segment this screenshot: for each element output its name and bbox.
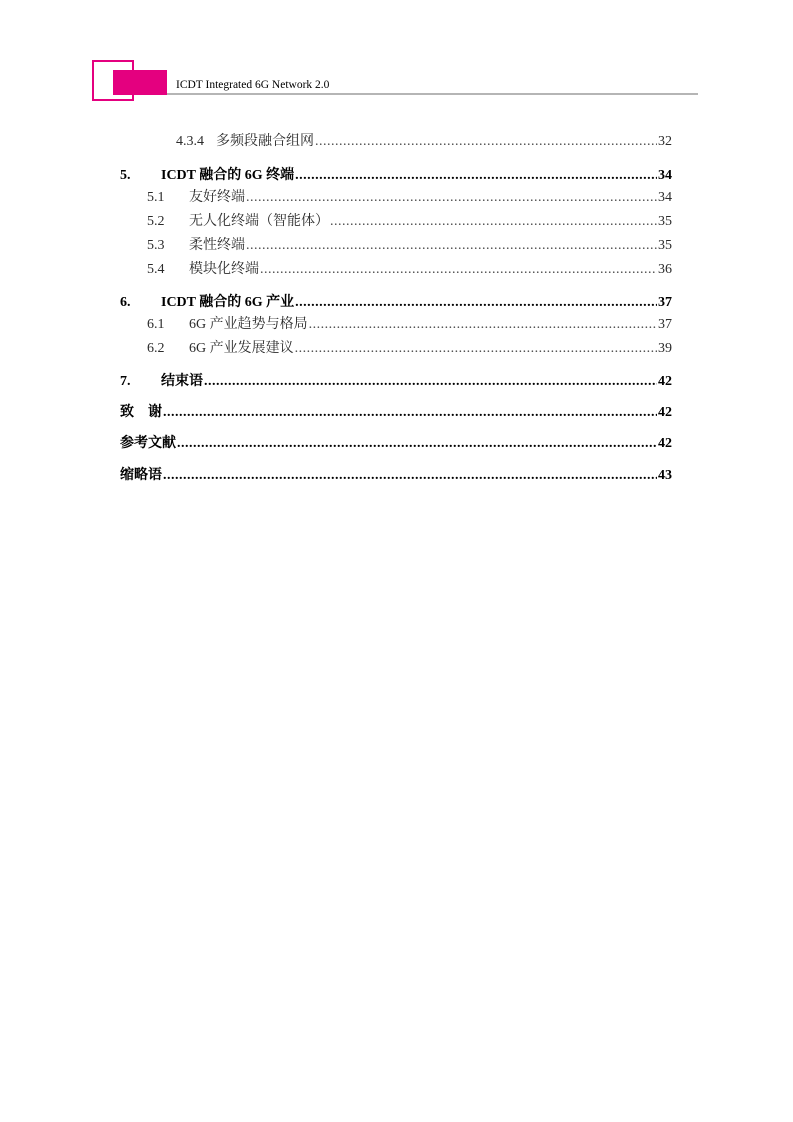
toc-entry-title: ICDT 融合的 6G 终端 (161, 168, 295, 183)
toc-entry-number: 6.1 (147, 317, 165, 332)
toc-entry-page: 36 (658, 262, 672, 277)
toc-leader-dots (177, 435, 657, 453)
toc-leader-dots (163, 404, 657, 422)
toc-entry-4-3-4[interactable] (176, 133, 672, 151)
toc-entry-5-3[interactable] (147, 237, 672, 255)
toc-entry-title: 柔性终端 (189, 238, 245, 253)
toc-leader-dots (163, 467, 657, 485)
toc-leader-dots (246, 189, 657, 207)
toc-entry-page: 32 (658, 134, 672, 149)
toc-entry-5-1[interactable] (147, 189, 672, 207)
header-title: ICDT Integrated 6G Network 2.0 (176, 79, 330, 91)
toc-entry-references[interactable] (120, 435, 672, 453)
toc-leader-dots (315, 133, 657, 151)
toc-leader-dots (246, 237, 657, 255)
toc-entry-6[interactable] (120, 294, 672, 312)
toc-entry-page: 35 (658, 238, 672, 253)
toc-entry-5-2[interactable] (147, 213, 672, 231)
toc-entry-7[interactable] (120, 373, 672, 391)
toc-entry-number: 7. (120, 374, 131, 389)
toc-entry-number: 5.4 (147, 262, 165, 277)
toc-entry-page: 34 (658, 168, 672, 183)
toc-leader-dots (295, 294, 657, 312)
toc-entry-page: 37 (658, 295, 672, 310)
toc-entry-number: 6.2 (147, 341, 165, 356)
toc-entry-acknowledgements[interactable] (120, 404, 672, 422)
toc-entry-title: 无人化终端（智能体） (189, 214, 329, 229)
toc-entry-page: 39 (658, 341, 672, 356)
toc-entry-page: 42 (658, 436, 672, 451)
toc-entry-number: 5.3 (147, 238, 165, 253)
toc-entry-6-2[interactable] (147, 340, 672, 358)
toc-entry-abbreviations[interactable] (120, 467, 672, 485)
toc-leader-dots (295, 167, 657, 185)
toc-entry-number: 6. (120, 295, 131, 310)
toc-leader-dots (309, 316, 657, 334)
toc-entry-title: 6G 产业发展建议 (189, 341, 294, 356)
toc-leader-dots (204, 373, 657, 391)
toc-entry-title: 6G 产业趋势与格局 (189, 317, 308, 332)
toc-entry-title: 致 谢 (120, 405, 162, 420)
toc-entry-title: 友好终端 (189, 190, 245, 205)
toc-entry-5[interactable] (120, 167, 672, 185)
header-rule (167, 93, 698, 95)
toc-entry-title: 模块化终端 (189, 262, 259, 277)
toc-entry-page: 35 (658, 214, 672, 229)
logo-block (113, 70, 167, 95)
toc-entry-5-4[interactable] (147, 261, 672, 279)
toc-leader-dots (260, 261, 657, 279)
toc-entry-number: 4.3.4 (176, 134, 204, 149)
toc-entry-title: 参考文献 (120, 436, 176, 451)
toc-entry-title: 多频段融合组网 (216, 134, 314, 149)
toc-entry-page: 42 (658, 405, 672, 420)
toc-entry-6-1[interactable] (147, 316, 672, 334)
toc-entry-number: 5.1 (147, 190, 165, 205)
toc-entry-number: 5. (120, 168, 131, 183)
toc-leader-dots (295, 340, 657, 358)
toc-entry-title: ICDT 融合的 6G 产业 (161, 295, 295, 310)
toc-entry-title: 结束语 (161, 374, 203, 389)
toc-leader-dots (330, 213, 657, 231)
toc-entry-page: 42 (658, 374, 672, 389)
toc-entry-page: 34 (658, 190, 672, 205)
toc-entry-page: 43 (658, 468, 672, 483)
toc-entry-number: 5.2 (147, 214, 165, 229)
toc-entry-page: 37 (658, 317, 672, 332)
toc-entry-title: 缩略语 (120, 468, 162, 483)
